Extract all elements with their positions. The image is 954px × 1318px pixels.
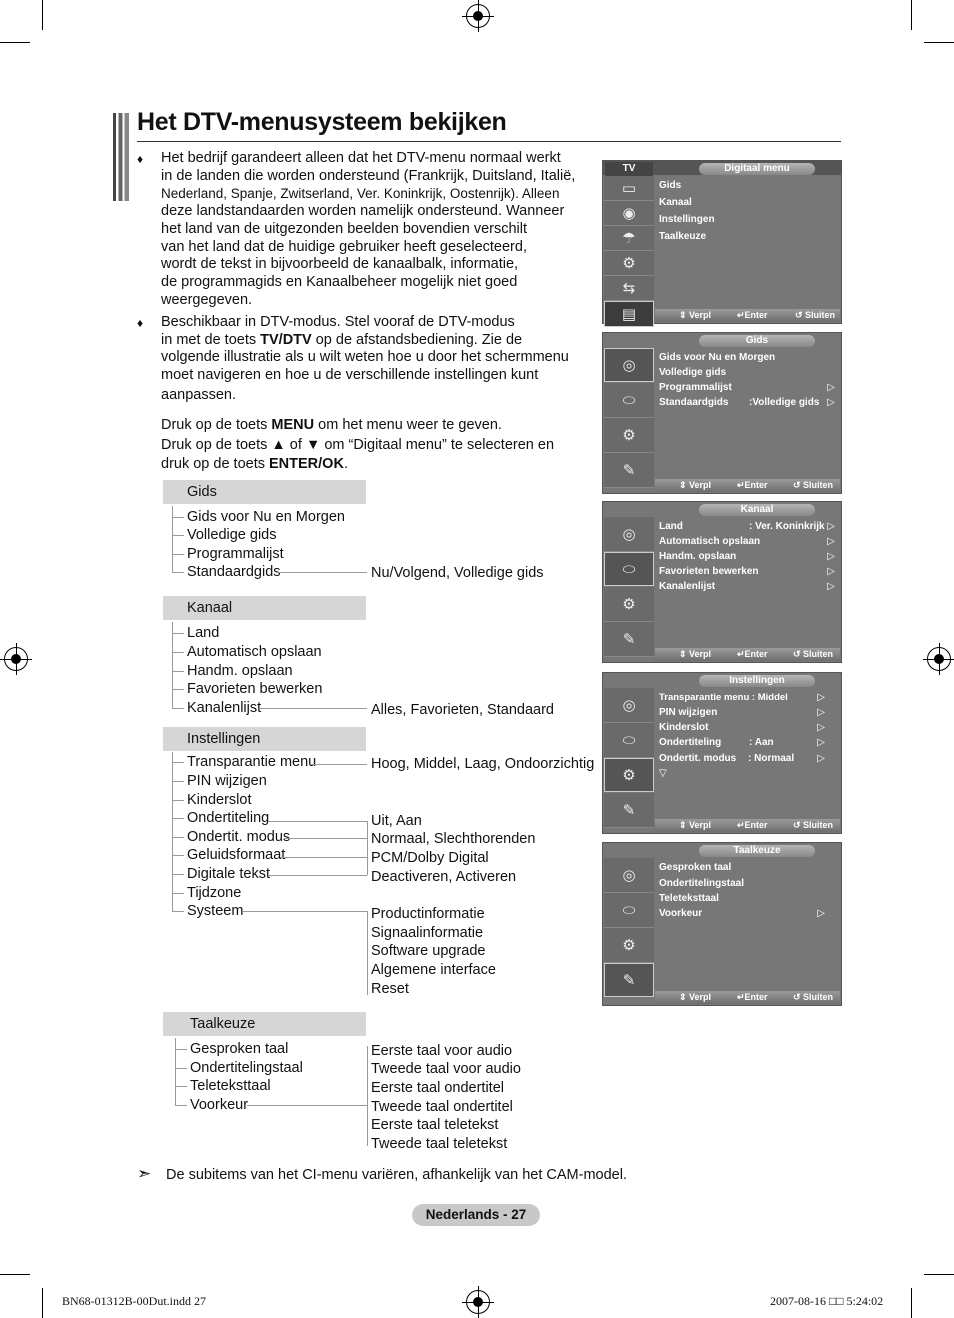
language-icon[interactable]: ✎ [604,793,654,828]
digital-menu-icon[interactable]: ▤ [604,301,654,327]
tree-item: Programmalijst [187,546,284,562]
tree-tick [175,1086,187,1087]
page-title: Het DTV-menusysteem bekijken [137,108,507,136]
bullet-icon: ♦ [137,316,144,330]
menu-row[interactable]: Programmalijst ▷ [659,382,835,393]
menu-row-gids[interactable]: Gids [659,180,682,191]
menu-row[interactable]: Gids voor Nu en Morgen [659,352,776,363]
screen-title: Gids [699,335,815,347]
setup-icon[interactable]: ⚙ [604,251,654,276]
tv-screen-instellingen [602,672,842,834]
screen-footer: ⇕ Verpl ↵Enter ↺ Sluiten [655,479,840,492]
screen-title: Digitaal menu [699,163,815,175]
menu-row[interactable]: Standaardgids :Volledige gids ▷ [659,397,835,408]
arrow-right-icon: ▷ [827,566,835,577]
tree-tick [172,874,184,875]
value-bracket [367,821,368,875]
screen-title: Taalkeuze [699,845,815,857]
menu-row[interactable]: Handm. opslaan ▷ [659,551,835,562]
arrow-right-icon: ▷ [817,737,825,748]
screen-title: Instellingen [699,675,815,687]
setup-icon[interactable]: ⚙ [604,758,654,792]
tree-value: Eerste taal voor audio [371,1043,513,1059]
tree-tick [172,535,184,536]
tree-tick [172,689,184,690]
crop-mark [0,42,30,43]
tree-item: Tijdzone [187,885,242,901]
page-number-badge: Nederlands - 27 [412,1204,540,1226]
arrow-right-icon: ▷ [817,753,825,764]
channel-icon[interactable]: ⬭ [604,723,654,758]
tree-value: Algemene interface [371,962,496,978]
tree-tick [172,633,184,634]
arrow-right-icon: ▷ [817,692,825,703]
tree-item: Kinderslot [187,792,252,808]
leader-line [310,764,367,765]
menu-row[interactable]: PIN wijzigen ▷ [659,707,825,718]
tree-value: Productinformatie [371,906,485,922]
arrow-right-icon: ▷ [827,536,835,547]
leader-line [243,911,367,912]
tree-item: Favorieten bewerken [187,681,323,697]
leader-line [276,572,367,573]
move-hint: ⇕ Verpl [679,310,712,320]
crop-mark [911,1288,912,1318]
setup-icon[interactable]: ⚙ [604,418,654,453]
tree-tick [172,708,184,709]
guide-icon[interactable]: ◎ [604,517,654,552]
tree-tick [172,554,184,555]
bullet-icon: ♦ [137,152,144,166]
arrow-right-icon: ▷ [827,521,835,532]
tree-connector [172,622,173,708]
tree-value: Signaalinformatie [371,925,484,941]
tree-tick [172,671,184,672]
tree-item: Ondertiteling [187,810,270,826]
tree-value: Nu/Volgend, Volledige gids [371,565,544,581]
menu-row[interactable]: Ondertiteling : Aan ▷ [659,737,825,748]
tree-tick [172,818,184,819]
screen-footer: ⇕ Verpl ↵Enter ↺ Sluiten [655,991,840,1004]
guide-icon[interactable]: ◎ [604,858,654,893]
tree-value: Hoog, Middel, Laag, Ondoorzichtig [371,756,595,772]
tree-tick [172,837,184,838]
tv-screen-kanaal [602,501,842,663]
menu-row[interactable]: Ondertitelingstaal [659,878,745,889]
instruction-paragraph: Druk op de toets MENU om het menu weer te geven. Druk op de toets ▲ of ▼ om “Digitaal menu” te selecteren en druk op de toets ENTER/OK. [161,417,555,472]
registration-mark-icon [466,1290,490,1314]
leader-line [268,821,367,822]
arrow-right-icon: ▷ [817,722,825,733]
value-bracket [367,1046,368,1146]
tv-label: TV [605,162,653,176]
menu-row-kanaal[interactable]: Kanaal [659,197,692,208]
leader-line [284,838,367,839]
registration-mark-icon [4,647,28,671]
tree-value: Uit, Aan [371,813,422,829]
tree-value: Reset [371,981,409,997]
channel-icon[interactable]: ⬭ [604,893,654,928]
registration-mark-icon [927,647,951,671]
section-bar [113,113,129,201]
print-slug-right: 2007-08-16 □□ 5:24:02 [770,1294,884,1308]
tree-value: Tweede taal teletekst [371,1136,508,1152]
tree-item: Gesproken taal [190,1041,289,1057]
tree-connector [172,506,173,572]
arrow-right-icon: ▷ [827,581,835,592]
menu-row[interactable]: Kinderslot ▷ [659,722,825,733]
tree-value: Tweede taal ondertitel [371,1099,513,1115]
channel-icon[interactable]: ⬭ [604,383,654,418]
tree-item: Handm. opslaan [187,663,293,679]
arrow-right-icon: ▷ [827,551,835,562]
crop-mark [0,1274,30,1275]
screen-footer: ⇕ Verpl ↵Enter ↺ Sluiten [655,819,840,832]
input-icon[interactable]: ⇆ [604,276,654,301]
channel-icon[interactable]: ☂ [604,226,654,251]
menu-row[interactable]: Favorieten bewerken ▷ [659,566,835,577]
tree-item: Digitale tekst [187,866,271,882]
language-icon[interactable]: ✎ [604,963,654,997]
tree-item: PIN wijzigen [187,773,267,789]
leader-line [259,708,367,709]
menu-row[interactable]: Teleteksttaal [659,893,719,904]
tree-tick [172,652,184,653]
arrow-right-icon: ▷ [827,397,835,408]
menu-row[interactable]: Volledige gids [659,367,727,378]
menu-row[interactable]: Transparantie menu : Middel ▷ [659,692,825,703]
tree-tick [175,1049,187,1050]
leader-line [247,1105,367,1106]
tv-screen-gids [602,332,842,494]
tree-tick [172,572,184,573]
language-icon[interactable]: ✎ [604,453,654,488]
menu-row[interactable]: Voorkeur ▷ [659,908,825,919]
leader-line [268,875,367,876]
tree-head-gids: Gids [163,480,366,504]
scroll-down-icon[interactable]: ▽ [659,768,667,779]
crop-mark [911,0,912,30]
tree-value: Software upgrade [371,943,486,959]
intro-paragraph: Het bedrijf garandeert alleen dat het DTV-menu normaal werkt in de landen die worden ondersteund (Frankrijk, Duitsland, Italië, Nederland, Spanje, Zwitserland, Ver. Koninkrijk, Oostenrijk). Alleen deze landstandaarden worden namelijk ondersteund. Wanneer het land van de uitgezonden beelden bovendien verschilt van het land dat de huidige gebruiker heeft geselecteerd, wordt de tekst in bijvoorbeeld de kanaalbalk, informatie, de programmagids en Kanaalbeheer mogelijk niet goed weergegeven. [161,150,576,308]
tree-tick [172,800,184,801]
print-slug-left: BN68-01312B-00Dut.indd 27 [62,1294,206,1308]
tree-item: Gids voor Nu en Morgen [187,509,345,525]
arrow-right-icon: ▷ [817,908,825,919]
dtv-paragraph: Beschikbaar in DTV-modus. Stel vooraf de DTV-modus in met de toets TV/DTV op de afstandsbediening. Zie de volgende illustratie als u wilt weten hoe u door het schermmenu moet navigeren en hoe u de verschillende instellingen kunt aanpassen. [161,314,569,403]
note-arrow-icon: ➣ [137,1164,152,1184]
tree-tick [172,517,184,518]
tree-item: Ondertit. modus [187,829,291,845]
tree-item: Systeem [187,903,244,919]
title-rule [137,141,841,142]
setup-icon[interactable]: ⚙ [604,587,654,622]
menu-row[interactable]: Kanalenlijst ▷ [659,581,835,592]
tree-tick [175,1105,187,1106]
tree-item: Volledige gids [187,527,277,543]
tree-value: Alles, Favorieten, Standaard [371,702,554,718]
tv-screen-digitaal-menu [602,160,842,324]
menu-row[interactable]: Gesproken taal [659,862,732,873]
ci-note: De subitems van het CI-menu variëren, afhankelijk van het CAM-model. [166,1167,627,1183]
enter-hint: ↵Enter [737,310,768,320]
menu-row[interactable]: Automatisch opslaan ▷ [659,536,835,547]
registration-mark-icon [466,4,490,28]
tree-head-taalkeuze: Taalkeuze [163,1012,366,1036]
sound-icon[interactable]: ◉ [604,201,654,226]
guide-icon[interactable]: ◎ [604,348,654,382]
tree-item: Teleteksttaal [190,1078,271,1094]
guide-icon[interactable]: ◎ [604,688,654,723]
crop-mark [42,1288,43,1318]
tree-value: Deactiveren, Activeren [371,869,517,885]
tree-tick [172,762,184,763]
leader-line [280,857,367,858]
channel-icon[interactable]: ⬭ [604,552,654,586]
tree-value: Tweede taal voor audio [371,1061,521,1077]
tree-item: Kanalenlijst [187,700,262,716]
crop-mark [924,42,954,43]
language-icon[interactable]: ✎ [604,622,654,657]
screen-footer: ⇕ Verpl ↵Enter ↺ Sluiten [655,648,840,661]
menu-row-taalkeuze[interactable]: Taalkeuze [659,231,707,242]
close-hint: ↺ Sluiten [795,310,836,320]
tree-head-instellingen: Instellingen [163,727,366,751]
menu-row-instellingen[interactable]: Instellingen [659,214,715,225]
menu-row[interactable]: Land : Ver. Koninkrijk ▷ [659,521,835,532]
crop-mark [42,0,43,30]
tree-tick [175,1068,187,1069]
value-bracket [367,911,368,995]
tree-tick [172,893,184,894]
tree-value: Eerste taal teletekst [371,1117,499,1133]
tree-item: Standaardgids [187,564,281,580]
tree-value: Eerste taal ondertitel [371,1080,504,1096]
tree-head-kanaal: Kanaal [163,596,366,620]
setup-icon[interactable]: ⚙ [604,928,654,963]
tree-value: Normaal, Slechthorenden [371,831,536,847]
tree-tick [172,911,184,912]
tree-tick [172,781,184,782]
menu-row[interactable]: Ondertit. modus : Normaal ▷ [659,753,825,764]
tree-item: Voorkeur [190,1097,249,1113]
tree-connector [172,752,173,912]
tree-item: Automatisch opslaan [187,644,322,660]
tree-item: Geluidsformaat [187,847,286,863]
tree-item: Land [187,625,220,641]
arrow-right-icon: ▷ [817,707,825,718]
tree-item: Ondertitelingstaal [190,1060,303,1076]
picture-icon[interactable]: ▭ [604,176,654,201]
tree-tick [172,855,184,856]
tree-item: Transparantie menu [187,754,317,770]
screen-footer [655,309,840,322]
arrow-right-icon: ▷ [827,382,835,393]
crop-mark [924,1274,954,1275]
tv-screen-taalkeuze [602,842,842,1006]
screen-title: Kanaal [699,504,815,516]
tree-value: PCM/Dolby Digital [371,850,489,866]
